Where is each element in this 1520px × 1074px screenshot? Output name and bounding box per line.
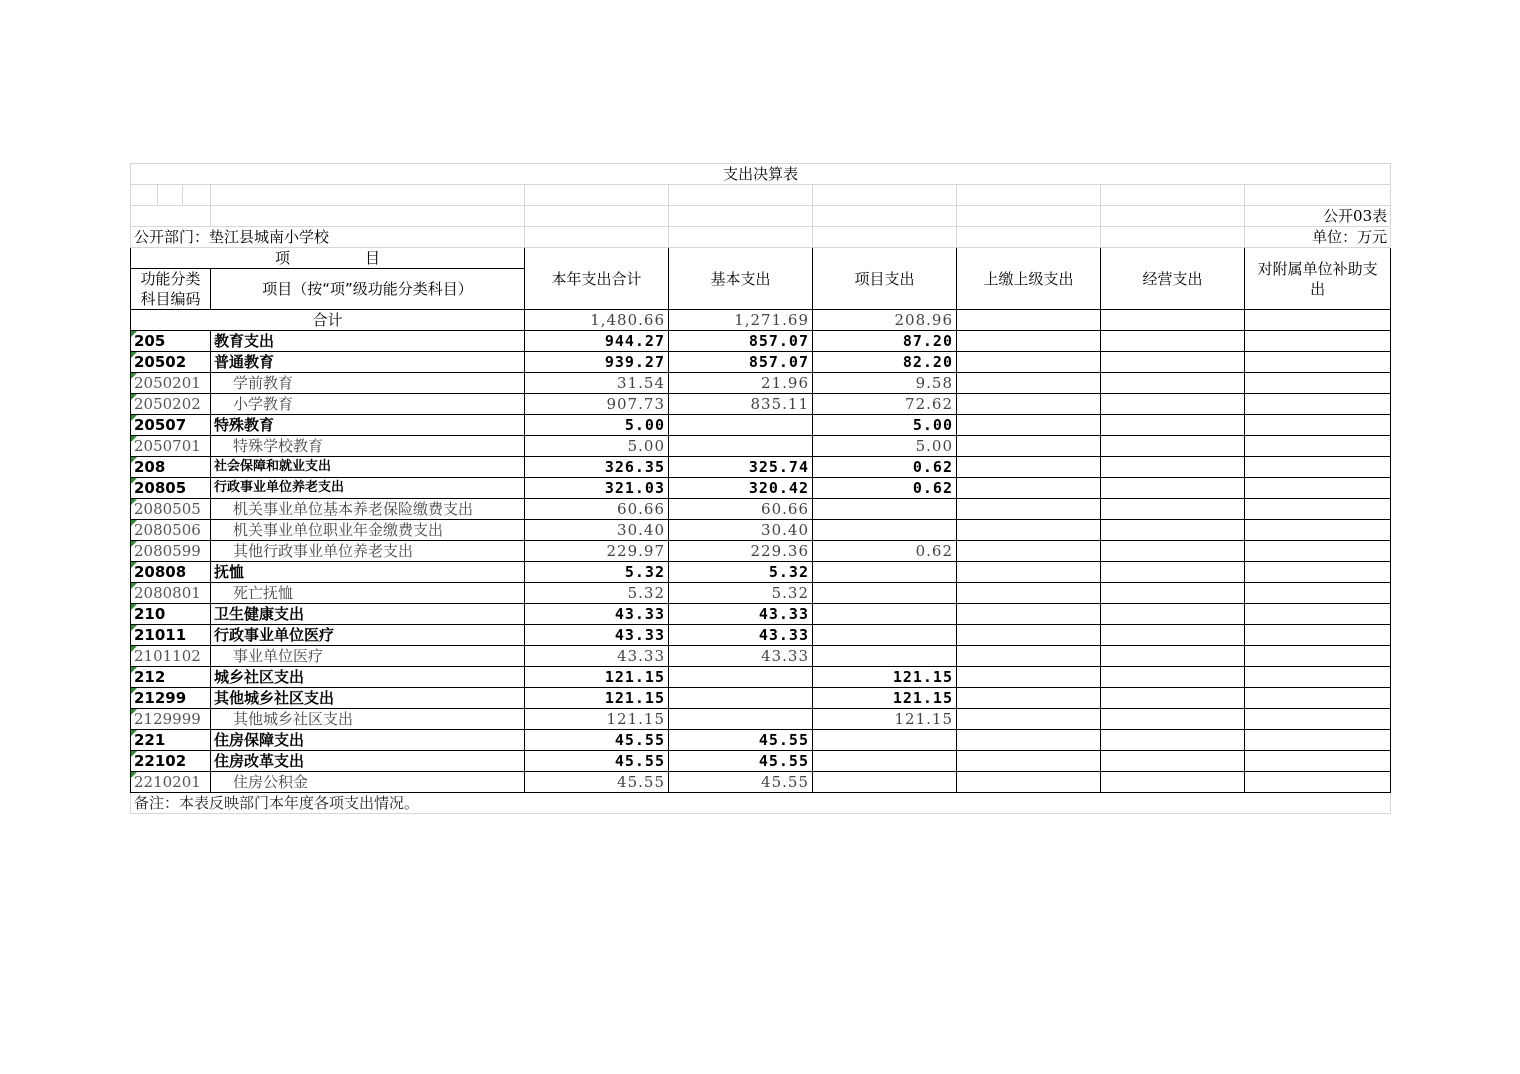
row-name: 其他城乡社区支出 xyxy=(211,688,525,709)
row-business xyxy=(1101,646,1245,667)
table-row xyxy=(131,394,1391,415)
row-name: 普通教育 xyxy=(211,352,525,373)
row-upper xyxy=(957,583,1101,604)
row-code: 20502 xyxy=(131,352,211,373)
row-subsidy xyxy=(1245,646,1391,667)
row-project xyxy=(813,499,957,520)
row-project xyxy=(813,583,957,604)
row-code: 2050201 xyxy=(131,373,211,394)
row-business xyxy=(1101,562,1245,583)
row-business xyxy=(1101,625,1245,646)
row-business xyxy=(1101,667,1245,688)
total-basic: 1,271.69 xyxy=(669,310,813,331)
total-project: 208.96 xyxy=(813,310,957,331)
row-code: 2101102 xyxy=(131,646,211,667)
row-subsidy xyxy=(1245,394,1391,415)
row-subsidy xyxy=(1245,583,1391,604)
row-basic: 45.55 xyxy=(669,772,813,793)
total-row xyxy=(131,310,1391,331)
row-total: 5.00 xyxy=(525,415,669,436)
row-name: 行政事业单位医疗 xyxy=(211,625,525,646)
row-name: 住房保障支出 xyxy=(211,730,525,751)
row-basic: 5.32 xyxy=(669,583,813,604)
row-total: 43.33 xyxy=(525,646,669,667)
row-business xyxy=(1101,457,1245,478)
row-business xyxy=(1101,709,1245,730)
row-business xyxy=(1101,730,1245,751)
row-project xyxy=(813,646,957,667)
row-subsidy xyxy=(1245,436,1391,457)
row-code: 205 xyxy=(131,331,211,352)
table-row xyxy=(131,625,1391,646)
row-basic xyxy=(669,688,813,709)
row-subsidy xyxy=(1245,415,1391,436)
table-row xyxy=(131,772,1391,793)
row-basic: 45.55 xyxy=(669,751,813,772)
footnote: 备注：本表反映部门本年度各项支出情况。 xyxy=(131,793,1391,814)
row-basic: 857.07 xyxy=(669,352,813,373)
table-row xyxy=(131,709,1391,730)
row-name: 机关事业单位职业年金缴费支出 xyxy=(211,520,525,541)
row-business xyxy=(1101,520,1245,541)
row-project: 0.62 xyxy=(813,457,957,478)
row-upper xyxy=(957,541,1101,562)
row-name: 其他城乡社区支出 xyxy=(211,709,525,730)
row-basic xyxy=(669,436,813,457)
row-project xyxy=(813,562,957,583)
header-project: 项目支出 xyxy=(813,248,957,310)
row-subsidy xyxy=(1245,478,1391,499)
row-code: 2080505 xyxy=(131,499,211,520)
row-business xyxy=(1101,499,1245,520)
row-upper xyxy=(957,772,1101,793)
row-project xyxy=(813,772,957,793)
row-basic: 325.74 xyxy=(669,457,813,478)
row-upper xyxy=(957,625,1101,646)
row-basic: 60.66 xyxy=(669,499,813,520)
row-subsidy xyxy=(1245,604,1391,625)
department-label: 公开部门：垫江县城南小学校 xyxy=(131,227,525,248)
row-basic: 43.33 xyxy=(669,604,813,625)
row-upper xyxy=(957,331,1101,352)
row-total: 326.35 xyxy=(525,457,669,478)
row-name: 机关事业单位基本养老保险缴费支出 xyxy=(211,499,525,520)
row-name: 卫生健康支出 xyxy=(211,604,525,625)
row-basic: 30.40 xyxy=(669,520,813,541)
row-subsidy xyxy=(1245,562,1391,583)
table-row xyxy=(131,457,1391,478)
row-basic: 21.96 xyxy=(669,373,813,394)
row-code: 2080506 xyxy=(131,520,211,541)
row-subsidy xyxy=(1245,331,1391,352)
row-total: 43.33 xyxy=(525,625,669,646)
row-upper xyxy=(957,499,1101,520)
row-upper xyxy=(957,730,1101,751)
row-name: 住房改革支出 xyxy=(211,751,525,772)
row-basic xyxy=(669,667,813,688)
row-code: 22102 xyxy=(131,751,211,772)
row-business xyxy=(1101,478,1245,499)
row-business xyxy=(1101,751,1245,772)
row-project xyxy=(813,520,957,541)
row-project: 121.15 xyxy=(813,709,957,730)
row-name: 学前教育 xyxy=(211,373,525,394)
row-total: 5.32 xyxy=(525,562,669,583)
row-basic: 5.32 xyxy=(669,562,813,583)
table-row xyxy=(131,688,1391,709)
header-upper: 上缴上级支出 xyxy=(957,248,1101,310)
row-subsidy xyxy=(1245,373,1391,394)
row-subsidy xyxy=(1245,541,1391,562)
row-business xyxy=(1101,415,1245,436)
row-total: 43.33 xyxy=(525,604,669,625)
row-total: 907.73 xyxy=(525,394,669,415)
row-code: 2050202 xyxy=(131,394,211,415)
row-basic: 229.36 xyxy=(669,541,813,562)
row-code: 2080599 xyxy=(131,541,211,562)
row-upper xyxy=(957,562,1101,583)
row-code: 212 xyxy=(131,667,211,688)
row-total: 121.15 xyxy=(525,667,669,688)
header-total: 本年支出合计 xyxy=(525,248,669,310)
row-business xyxy=(1101,541,1245,562)
row-business xyxy=(1101,373,1245,394)
row-basic: 320.42 xyxy=(669,478,813,499)
row-basic: 43.33 xyxy=(669,646,813,667)
row-upper xyxy=(957,415,1101,436)
total-label: 合计 xyxy=(131,310,525,331)
table-row xyxy=(131,520,1391,541)
table-row xyxy=(131,373,1391,394)
table-row xyxy=(131,751,1391,772)
row-code: 2080801 xyxy=(131,583,211,604)
row-upper xyxy=(957,604,1101,625)
row-code: 210 xyxy=(131,604,211,625)
row-project: 0.62 xyxy=(813,541,957,562)
row-business xyxy=(1101,331,1245,352)
row-upper xyxy=(957,709,1101,730)
row-upper xyxy=(957,478,1101,499)
row-total: 45.55 xyxy=(525,772,669,793)
row-code: 208 xyxy=(131,457,211,478)
row-total: 229.97 xyxy=(525,541,669,562)
row-total: 45.55 xyxy=(525,730,669,751)
row-total: 60.66 xyxy=(525,499,669,520)
row-name: 其他行政事业单位养老支出 xyxy=(211,541,525,562)
row-basic: 45.55 xyxy=(669,730,813,751)
table-row xyxy=(131,352,1391,373)
row-project: 9.58 xyxy=(813,373,957,394)
table-row xyxy=(131,331,1391,352)
row-code: 2210201 xyxy=(131,772,211,793)
row-project: 121.15 xyxy=(813,688,957,709)
row-total: 321.03 xyxy=(525,478,669,499)
expenditure-table xyxy=(130,163,1391,814)
row-business xyxy=(1101,688,1245,709)
table-row xyxy=(131,436,1391,457)
row-subsidy xyxy=(1245,457,1391,478)
row-project: 5.00 xyxy=(813,415,957,436)
row-upper xyxy=(957,457,1101,478)
row-total: 45.55 xyxy=(525,751,669,772)
row-code: 20808 xyxy=(131,562,211,583)
table-row xyxy=(131,646,1391,667)
row-business xyxy=(1101,394,1245,415)
row-name: 特殊教育 xyxy=(211,415,525,436)
row-project: 72.62 xyxy=(813,394,957,415)
row-name: 住房公积金 xyxy=(211,772,525,793)
total-sum: 1,480.66 xyxy=(525,310,669,331)
table-row xyxy=(131,730,1391,751)
row-total: 5.32 xyxy=(525,583,669,604)
row-code: 221 xyxy=(131,730,211,751)
row-project xyxy=(813,730,957,751)
row-upper xyxy=(957,520,1101,541)
row-basic: 835.11 xyxy=(669,394,813,415)
header-item-group: 项 目 xyxy=(131,248,525,269)
row-basic: 43.33 xyxy=(669,625,813,646)
table-row xyxy=(131,667,1391,688)
row-upper xyxy=(957,667,1101,688)
table-row xyxy=(131,583,1391,604)
row-business xyxy=(1101,436,1245,457)
row-project: 121.15 xyxy=(813,667,957,688)
header-code: 功能分类科目编码 xyxy=(131,269,211,310)
row-subsidy xyxy=(1245,625,1391,646)
row-total: 31.54 xyxy=(525,373,669,394)
row-business xyxy=(1101,352,1245,373)
table-row xyxy=(131,478,1391,499)
row-upper xyxy=(957,751,1101,772)
row-subsidy xyxy=(1245,520,1391,541)
row-business xyxy=(1101,604,1245,625)
row-name: 小学教育 xyxy=(211,394,525,415)
row-total: 121.15 xyxy=(525,709,669,730)
row-name: 事业单位医疗 xyxy=(211,646,525,667)
table-row xyxy=(131,562,1391,583)
row-total: 121.15 xyxy=(525,688,669,709)
row-subsidy xyxy=(1245,499,1391,520)
row-subsidy xyxy=(1245,730,1391,751)
row-project: 5.00 xyxy=(813,436,957,457)
row-project: 82.20 xyxy=(813,352,957,373)
row-subsidy xyxy=(1245,688,1391,709)
row-total: 30.40 xyxy=(525,520,669,541)
row-name: 城乡社区支出 xyxy=(211,667,525,688)
header-basic: 基本支出 xyxy=(669,248,813,310)
row-total: 939.27 xyxy=(525,352,669,373)
row-project: 0.62 xyxy=(813,478,957,499)
row-upper xyxy=(957,373,1101,394)
row-upper xyxy=(957,688,1101,709)
row-subsidy xyxy=(1245,709,1391,730)
row-subsidy xyxy=(1245,751,1391,772)
row-total: 944.27 xyxy=(525,331,669,352)
row-name: 抚恤 xyxy=(211,562,525,583)
unit-label: 单位：万元 xyxy=(1245,227,1391,248)
row-project: 87.20 xyxy=(813,331,957,352)
row-basic xyxy=(669,709,813,730)
table-row xyxy=(131,499,1391,520)
table-row xyxy=(131,415,1391,436)
row-upper xyxy=(957,394,1101,415)
row-code: 2050701 xyxy=(131,436,211,457)
header-business: 经营支出 xyxy=(1101,248,1245,310)
row-business xyxy=(1101,583,1245,604)
row-subsidy xyxy=(1245,772,1391,793)
header-subsidy: 对附属单位补助支出 xyxy=(1245,248,1391,310)
row-name: 教育支出 xyxy=(211,331,525,352)
row-code: 21299 xyxy=(131,688,211,709)
row-name: 行政事业单位养老支出 xyxy=(211,478,525,499)
row-upper xyxy=(957,436,1101,457)
row-code: 2129999 xyxy=(131,709,211,730)
row-upper xyxy=(957,646,1101,667)
row-code: 21011 xyxy=(131,625,211,646)
row-project xyxy=(813,751,957,772)
row-total: 5.00 xyxy=(525,436,669,457)
row-basic xyxy=(669,415,813,436)
row-project xyxy=(813,604,957,625)
header-name: 项目（按“项”级功能分类科目） xyxy=(211,269,525,310)
row-project xyxy=(813,625,957,646)
expenditure-sheet xyxy=(130,163,1390,814)
row-code: 20805 xyxy=(131,478,211,499)
row-name: 死亡抚恤 xyxy=(211,583,525,604)
row-basic: 857.07 xyxy=(669,331,813,352)
page-title: 支出决算表 xyxy=(131,164,1391,185)
row-subsidy xyxy=(1245,352,1391,373)
table-row xyxy=(131,541,1391,562)
row-code: 20507 xyxy=(131,415,211,436)
row-name: 社会保障和就业支出 xyxy=(211,457,525,478)
row-subsidy xyxy=(1245,667,1391,688)
table-row xyxy=(131,604,1391,625)
row-business xyxy=(1101,772,1245,793)
row-upper xyxy=(957,352,1101,373)
form-number: 公开03表 xyxy=(1245,206,1391,227)
row-name: 特殊学校教育 xyxy=(211,436,525,457)
